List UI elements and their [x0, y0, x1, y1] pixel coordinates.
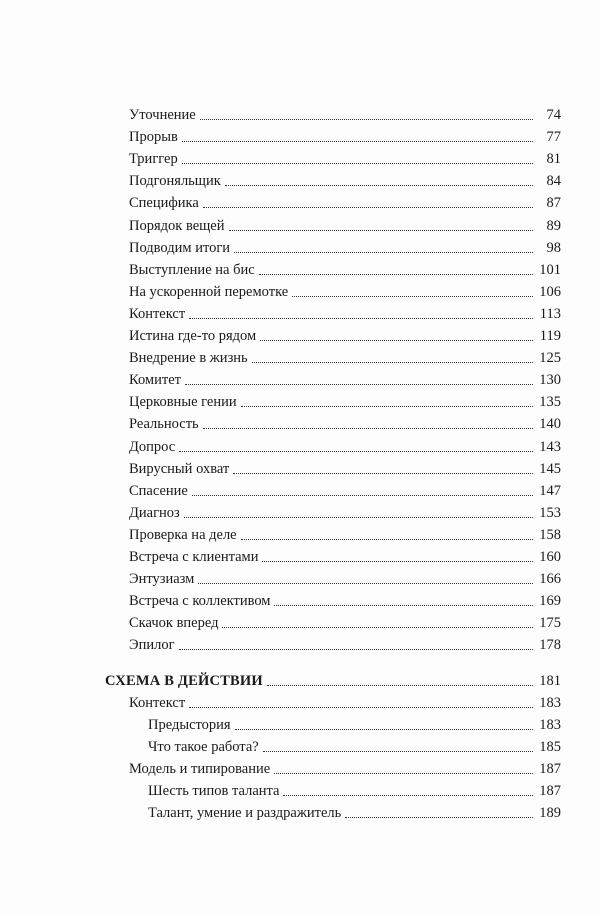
toc-entry	[129, 544, 561, 566]
toc-entry-title: Встреча с клиентами	[129, 549, 259, 565]
toc-entry-title: Что такое работа?	[148, 738, 259, 755]
toc-entry-page-number: 81	[546, 151, 561, 168]
dot-leader	[274, 773, 533, 774]
dot-leader	[198, 583, 533, 584]
dot-leader	[263, 751, 533, 752]
toc-entry-page-number: 181	[539, 672, 561, 689]
toc-entry	[129, 190, 561, 212]
toc-entry-page-number: 89	[546, 217, 561, 234]
toc-entry-page-number: 153	[539, 504, 561, 521]
dot-leader	[235, 729, 533, 730]
toc-entry-title: Вирусный охват	[129, 460, 230, 477]
dot-leader	[252, 362, 533, 363]
dot-leader	[200, 119, 533, 120]
toc-entry-page-number: 160	[539, 549, 561, 565]
toc-entry	[129, 235, 561, 257]
toc-entry-page-number: 125	[539, 350, 561, 367]
toc-entry-page-number: 175	[539, 615, 561, 632]
toc-entry	[129, 279, 561, 301]
toc-entry-page-number: 77	[546, 129, 561, 146]
toc-entry-title: Уточнение	[129, 107, 196, 123]
toc-entry-title: Выступление на бис	[129, 261, 255, 278]
dot-leader	[241, 539, 533, 540]
toc-entry-page-number: 185	[539, 738, 561, 755]
toc-entry-title: Подводим итоги	[129, 239, 231, 256]
toc-entry-title: Порядок вещей	[129, 217, 225, 234]
toc-entry-title: Комитет	[129, 372, 181, 389]
toc-entry	[129, 632, 561, 654]
dot-leader	[182, 141, 533, 142]
toc-entry-page-number: 84	[546, 173, 561, 190]
dot-leader	[229, 230, 534, 231]
toc-entry	[148, 712, 561, 734]
toc-entry-title: Шесть типов таланта	[148, 783, 280, 799]
dot-leader	[192, 495, 533, 496]
toc-entry-title: Истина где-то рядом	[129, 328, 257, 344]
toc-entry-title: На ускоренной перемотке	[129, 283, 289, 300]
dot-leader	[345, 817, 533, 818]
toc-entry-title: Допрос	[129, 438, 176, 455]
toc-entry-title: Реальность	[129, 416, 199, 433]
toc-entry-page-number: 166	[539, 571, 561, 588]
toc-entry-page-number: 147	[539, 482, 561, 499]
toc-entry	[148, 800, 561, 822]
toc-entry	[129, 257, 561, 279]
toc-entry-page-number: 135	[539, 394, 561, 411]
toc-entry	[129, 323, 561, 345]
toc-entry-title: Контекст	[129, 694, 186, 711]
dot-leader	[225, 185, 533, 186]
toc-entry	[148, 734, 561, 756]
toc-entry-page-number: 169	[539, 593, 561, 610]
dot-leader	[203, 207, 533, 208]
toc-entry	[129, 588, 561, 610]
dot-leader	[189, 707, 533, 708]
toc-entry-page-number: 145	[539, 460, 561, 477]
toc-entry	[129, 411, 561, 433]
toc-entry-page-number: 189	[539, 805, 561, 822]
toc-entry-title: Энтузиазм	[129, 571, 195, 588]
toc-entry-title: Спасение	[129, 482, 188, 499]
toc-entry	[129, 456, 561, 478]
dot-leader	[179, 451, 533, 452]
toc-entry-title: Предыстория	[148, 716, 231, 733]
toc-entry	[129, 124, 561, 146]
toc-entry-page-number: 183	[539, 716, 561, 733]
toc-entry	[129, 610, 561, 632]
toc-entry-title: Подгоняльщик	[129, 173, 221, 190]
toc-entry	[129, 367, 561, 389]
dot-leader	[274, 605, 533, 606]
toc-entry-title: Триггер	[129, 151, 178, 168]
toc-entry-page-number: 143	[539, 438, 561, 455]
dot-leader	[292, 296, 533, 297]
toc-entry-title: Прорыв	[129, 129, 178, 146]
toc-entry	[129, 213, 561, 235]
toc-entry-title: Проверка на деле	[129, 526, 237, 543]
toc-entry	[129, 146, 561, 168]
toc-entry	[129, 345, 561, 367]
toc-entry	[129, 756, 561, 778]
toc-entry	[129, 478, 561, 500]
toc-entry-title: Внедрение в жизнь	[129, 350, 248, 367]
toc-entry-title: Церковные гении	[129, 394, 237, 411]
dot-leader	[241, 406, 533, 407]
dot-leader	[182, 163, 533, 164]
toc-section-heading	[105, 668, 561, 690]
toc-entry-title: Эпилог	[129, 637, 175, 654]
dot-leader	[185, 384, 533, 385]
dot-leader	[233, 473, 533, 474]
dot-leader	[283, 795, 533, 796]
toc-entry-page-number: 101	[539, 261, 561, 278]
toc-entry-title: Контекст	[129, 305, 186, 322]
dot-leader	[260, 340, 533, 341]
toc-entry-title: Скачок вперед	[129, 615, 219, 632]
toc-entry	[129, 522, 561, 544]
toc-entry	[129, 434, 561, 456]
toc-entry-page-number: 106	[539, 283, 561, 300]
dot-leader	[222, 627, 533, 628]
toc-entry-page-number: 183	[539, 694, 561, 711]
toc-entry-title: СХЕМА В ДЕЙСТВИИ	[105, 672, 263, 689]
toc-entry-title: Специфика	[129, 195, 199, 212]
toc-entry-page-number: 74	[546, 107, 561, 123]
toc-entry-title: Талант, умение и раздражитель	[148, 805, 342, 822]
toc-entry	[129, 500, 561, 522]
toc-entry	[129, 690, 561, 712]
toc-entry-page-number: 158	[539, 526, 561, 543]
dot-leader	[179, 649, 533, 650]
toc-entry-page-number: 187	[539, 760, 561, 777]
toc-entry-page-number: 113	[539, 305, 561, 322]
dot-leader	[259, 274, 533, 275]
toc-entry	[129, 566, 561, 588]
dot-leader	[203, 428, 533, 429]
toc-entry	[129, 102, 561, 124]
toc-entry-page-number: 98	[546, 239, 561, 256]
toc-entry	[129, 301, 561, 323]
dot-leader	[184, 517, 533, 518]
dot-leader	[234, 252, 533, 253]
toc-entry-title: Встреча с коллективом	[129, 593, 271, 610]
toc-entry-page-number: 140	[539, 416, 561, 433]
dot-leader	[267, 685, 533, 686]
toc-entry-page-number: 130	[539, 372, 561, 389]
toc-entry-title: Модель и типирование	[129, 760, 271, 777]
toc-entry	[129, 389, 561, 411]
toc-entry-page-number: 119	[539, 328, 561, 344]
toc-entry-page-number: 187	[539, 783, 561, 799]
toc-entry-page-number: 87	[546, 195, 561, 212]
dot-leader	[262, 561, 533, 562]
toc-entry-title: Диагноз	[129, 504, 180, 521]
toc-entry-page-number: 178	[539, 637, 561, 654]
toc-entry	[148, 778, 561, 800]
dot-leader	[189, 318, 533, 319]
toc-entry	[129, 168, 561, 190]
